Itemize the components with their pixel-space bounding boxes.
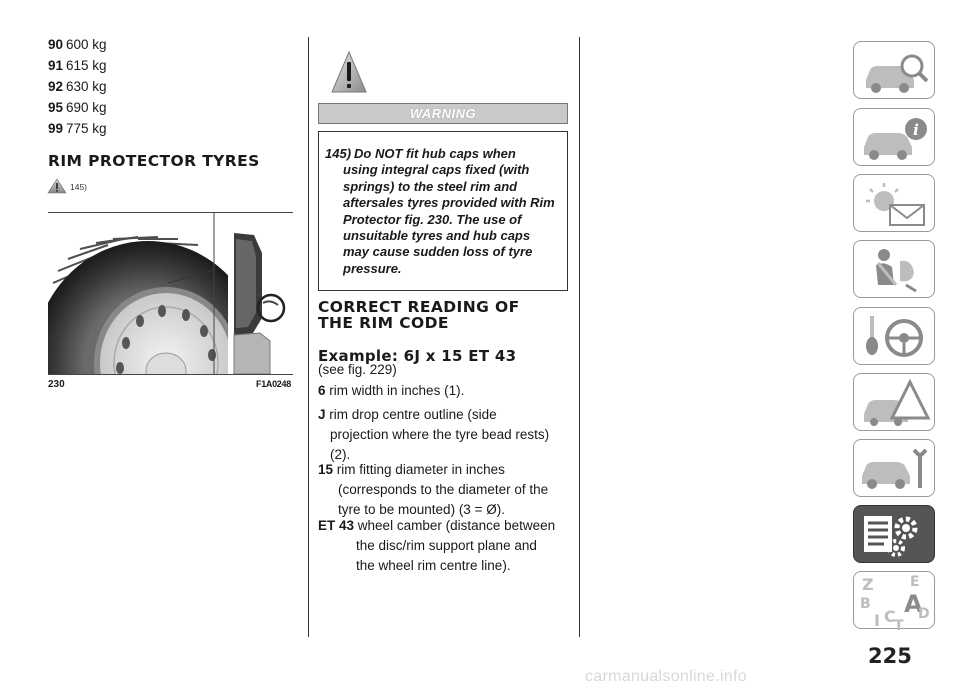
load-index-code: 95 <box>48 100 64 115</box>
tab-maintenance[interactable] <box>853 439 935 497</box>
load-index-row <box>48 34 107 55</box>
car-wrench-icon <box>854 440 936 498</box>
warning-line: pressure. <box>343 260 402 276</box>
tab-car-info[interactable] <box>853 108 935 166</box>
definition-item <box>318 516 555 576</box>
tab-warning-lights[interactable] <box>853 174 935 232</box>
load-index-code: 92 <box>48 79 64 94</box>
figure-bottom-rule <box>48 374 293 375</box>
definition-key: J <box>318 407 326 422</box>
definition-key: 15 <box>318 462 334 477</box>
car-breakdown-warning-icon <box>854 374 936 432</box>
load-index-value: 630 kg <box>66 79 107 94</box>
figure-number: 230 <box>48 379 65 390</box>
tab-car-search[interactable] <box>853 41 935 99</box>
warning-ref-icon[interactable] <box>47 178 67 194</box>
column-divider <box>308 37 309 637</box>
warning-line: Protector fig. 230. The use of <box>343 211 522 227</box>
definition-item <box>318 381 464 401</box>
warning-line: springs) to the steel rim and <box>343 178 518 194</box>
warning-line: aftersales tyres provided with Rim <box>343 195 555 211</box>
alphabetical-index-icon <box>854 572 936 630</box>
warning-number: 145) <box>325 146 352 161</box>
load-index-row <box>48 55 107 76</box>
warning-triangle-icon <box>330 48 368 96</box>
load-index-value: 690 kg <box>66 100 107 115</box>
tab-technical-data[interactable] <box>853 505 935 563</box>
seatbelt-airbag-icon <box>854 241 936 299</box>
definition-item <box>318 460 548 520</box>
car-search-icon <box>854 42 936 100</box>
tab-safety[interactable] <box>853 240 935 298</box>
svg-text:E: E <box>910 574 920 590</box>
warning-text <box>325 146 565 277</box>
load-index-code: 90 <box>48 37 64 52</box>
load-index-row <box>48 76 107 97</box>
svg-text:B: B <box>860 596 871 612</box>
warning-line: Do NOT fit hub caps when <box>354 146 516 161</box>
warning-ref-number: 145) <box>70 182 88 192</box>
definition-text: wheel camber (distance between <box>357 518 556 533</box>
tab-driving[interactable] <box>853 307 935 365</box>
column-divider <box>579 37 580 637</box>
load-index-value: 615 kg <box>66 58 107 73</box>
warning-light-envelope-icon <box>854 175 936 233</box>
watermark: carmanualsonline.info <box>585 668 747 685</box>
svg-text:T: T <box>894 618 904 630</box>
rim-code-title-line: CORRECT READING OF <box>318 298 520 316</box>
load-index-value: 775 kg <box>66 121 107 136</box>
definition-text: rim drop centre outline (side <box>329 407 497 422</box>
load-index-value: 600 kg <box>66 37 107 52</box>
svg-text:Z: Z <box>862 575 874 594</box>
rim-protector-tyre-figure <box>48 213 293 374</box>
definition-text: tyre to be mounted) (3 = Ø). <box>338 502 505 517</box>
key-steering-wheel-icon <box>854 308 936 366</box>
rim-code-title-line: THE RIM CODE <box>318 314 449 332</box>
svg-text:C: C <box>884 607 896 626</box>
load-index-code: 91 <box>48 58 64 73</box>
definition-text: (corresponds to the diameter of the <box>338 482 549 497</box>
load-index-list <box>48 34 107 139</box>
load-index-row <box>48 118 107 139</box>
tab-index[interactable] <box>853 571 935 629</box>
rim-protector-title: RIM PROTECTOR TYRES <box>48 152 260 170</box>
definition-key: ET 43 <box>318 518 355 533</box>
svg-text:I: I <box>874 611 880 630</box>
figure-code: F1A0248 <box>256 379 291 389</box>
warning-line: using integral caps fixed (with <box>343 162 530 178</box>
definition-text: rim width in inches (1). <box>329 383 465 398</box>
warning-line: unsuitable tyres and hub caps <box>343 228 531 244</box>
list-gears-icon <box>854 506 936 564</box>
rim-code-example: Example: 6J x 15 ET 43 <box>318 347 517 365</box>
svg-text:A: A <box>904 590 923 618</box>
svg-text:D: D <box>918 606 930 622</box>
definition-text: rim fitting diameter in inches <box>336 462 505 477</box>
load-index-row <box>48 97 107 118</box>
definition-text: (2). <box>330 447 351 462</box>
car-info-icon <box>854 109 936 167</box>
warning-label: WARNING <box>318 103 568 124</box>
see-figure-link[interactable]: (see fig. 229) <box>318 362 397 377</box>
definition-text: projection where the tyre bead rests) <box>330 427 550 442</box>
page-number: 225 <box>868 644 912 668</box>
rim-code-title <box>318 299 520 331</box>
definition-text: the disc/rim support plane and <box>356 538 537 553</box>
tab-emergency[interactable] <box>853 373 935 431</box>
load-index-code: 99 <box>48 121 64 136</box>
definition-item <box>318 405 549 465</box>
warning-line: may cause sudden loss of tyre <box>343 244 533 260</box>
definition-key: 6 <box>318 383 326 398</box>
definition-text: the wheel rim centre line). <box>356 558 511 573</box>
svg-text:i: i <box>913 121 919 139</box>
